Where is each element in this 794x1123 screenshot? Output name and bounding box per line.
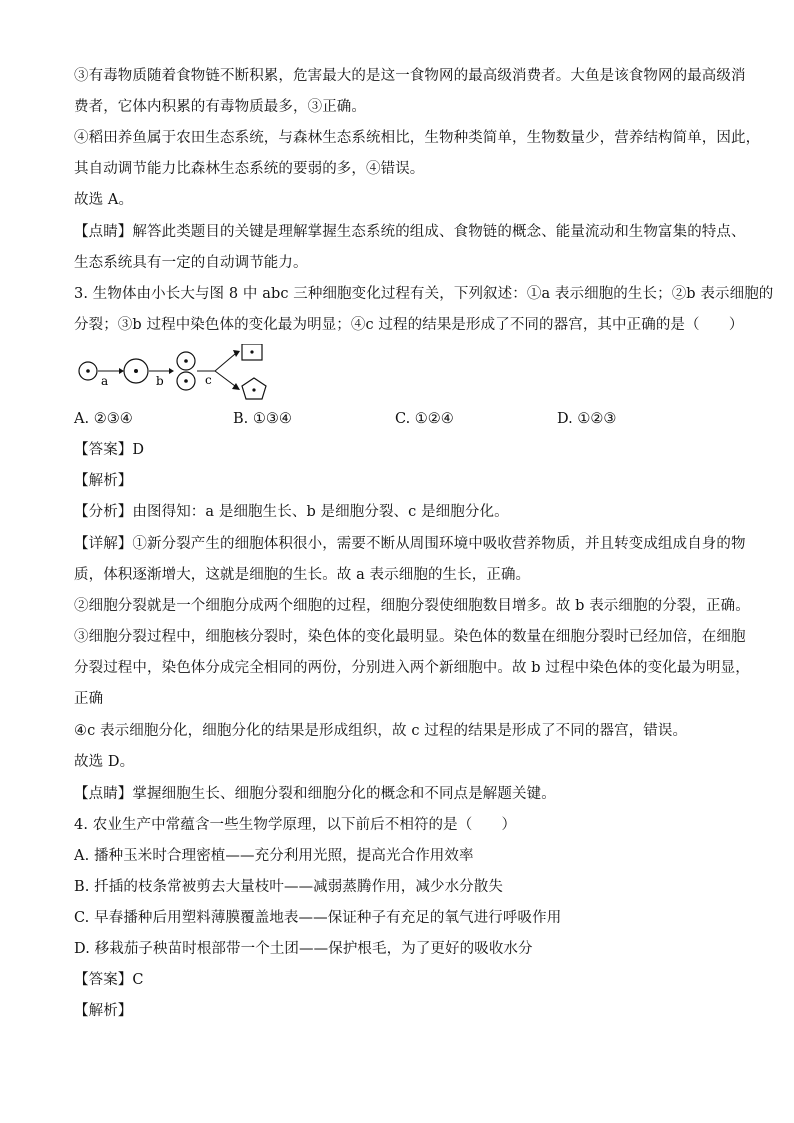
answer-line: 【答案】D: [74, 442, 145, 458]
small-cell-icon: [79, 362, 97, 380]
text-line: ②细胞分裂就是一个细胞分成两个细胞的过程，细胞分裂使细胞数目增多。故 b 表示细胞的分裂，正确。: [74, 598, 750, 614]
text-line: 生态系统具有一定的自动调节能力。: [74, 255, 308, 271]
text-line: ④稻田养鱼属于农田生态系统，与森林生态系统相比，生物种类简单，生物数量少，营养结构简单，因此，: [74, 130, 761, 146]
text-line: 其自动调节能力比森林生态系统的要弱的多，④错误。: [74, 161, 425, 177]
divided-cells-icon: [177, 352, 195, 390]
text-line: ④c 表示细胞分化，细胞分化的结果是形成组织，故 c 过程的结果是形成了不同的器宫，错误。: [74, 723, 688, 739]
q4-option-d: D. 移栽茄子秧苗时根部带一个土团——保护根毛，为了更好的吸收水分: [74, 941, 533, 957]
option-c: C. ①②④: [395, 411, 454, 427]
option-d: D. ①②③: [557, 411, 617, 427]
question-3-line: 分裂；③b 过程中染色体的变化最为明显；④c 过程的结果是形成了不同的器宫，其中正确的是（ ）: [74, 317, 744, 333]
analysis-heading: 【解析】: [74, 1003, 133, 1019]
text-line: 分裂过程中，染色体分成完全相同的两份，分别进入两个新细胞中。故 b 过程中染色体的变化最为明显，: [74, 660, 750, 676]
q4-option-c: C. 早春播种后用塑料薄膜覆盖地表——保证种子有充足的氧气进行呼吸作用: [74, 910, 562, 926]
label-a: a: [101, 374, 109, 388]
arrow-c-icon: [197, 350, 240, 390]
grown-cell-icon: [124, 359, 148, 383]
text-line: 【详解】①新分裂产生的细胞体积很小，需要不断从周围环境中吸收营养物质，并且转变成组成自身的物: [74, 536, 746, 552]
option-b: B. ①③④: [233, 411, 292, 427]
analysis-heading: 【解析】: [74, 473, 133, 489]
q4-option-a: A. 播种玉米时合理密植——充分利用光照，提高光合作用效率: [74, 848, 474, 864]
text-line: 【点睛】掌握细胞生长、细胞分裂和细胞分化的概念和不同点是解题关键。: [74, 786, 556, 802]
text-line: ③有毒物质随着食物链不断积累，危害最大的是这一食物网的最高级消费者。大鱼是该食物网的最高级消: [74, 68, 746, 84]
option-a: A. ②③④: [74, 411, 133, 427]
q4-option-b: B. 扦插的枝条常被剪去大量枝叶——减弱蒸腾作用，减少水分散失: [74, 879, 503, 895]
cell-process-diagram: [72, 344, 282, 404]
text-line: 正确: [74, 691, 104, 707]
text-line: 【分析】由图得知：a 是细胞生长、b 是细胞分裂、c 是细胞分化。: [74, 504, 509, 520]
text-line: 质，体积逐渐增大，这就是细胞的生长。故 a 表示细胞的生长，正确。: [74, 567, 531, 583]
pentagon-cell-icon: [242, 378, 266, 399]
answer-line: 【答案】C: [74, 972, 144, 988]
question-4-line: 4. 农业生产中常蕴含一些生物学原理，以下前后不相符的是（ ）: [74, 817, 517, 833]
text-line: ③细胞分裂过程中，细胞核分裂时，染色体的变化最明显。染色体的数量在细胞分裂时已经加倍，在细胞: [74, 629, 746, 645]
question-3-line: 3. 生物体由小长大与图 8 中 abc 三种细胞变化过程有关，下列叙述：①a 表示细胞的生长；②b 表示细胞的: [74, 286, 774, 302]
square-cell-icon: [242, 344, 262, 360]
text-line: 故选 A。: [74, 192, 134, 208]
text-line: 【点睛】解答此类题目的关键是理解掌握生态系统的组成、食物链的概念、能量流动和生物富集的特点、: [74, 224, 746, 240]
label-c: c: [205, 373, 212, 387]
text-line: 故选 D。: [74, 754, 135, 770]
label-b: b: [156, 374, 164, 388]
text-line: 费者，它体内积累的有毒物质最多，③正确。: [74, 99, 366, 115]
